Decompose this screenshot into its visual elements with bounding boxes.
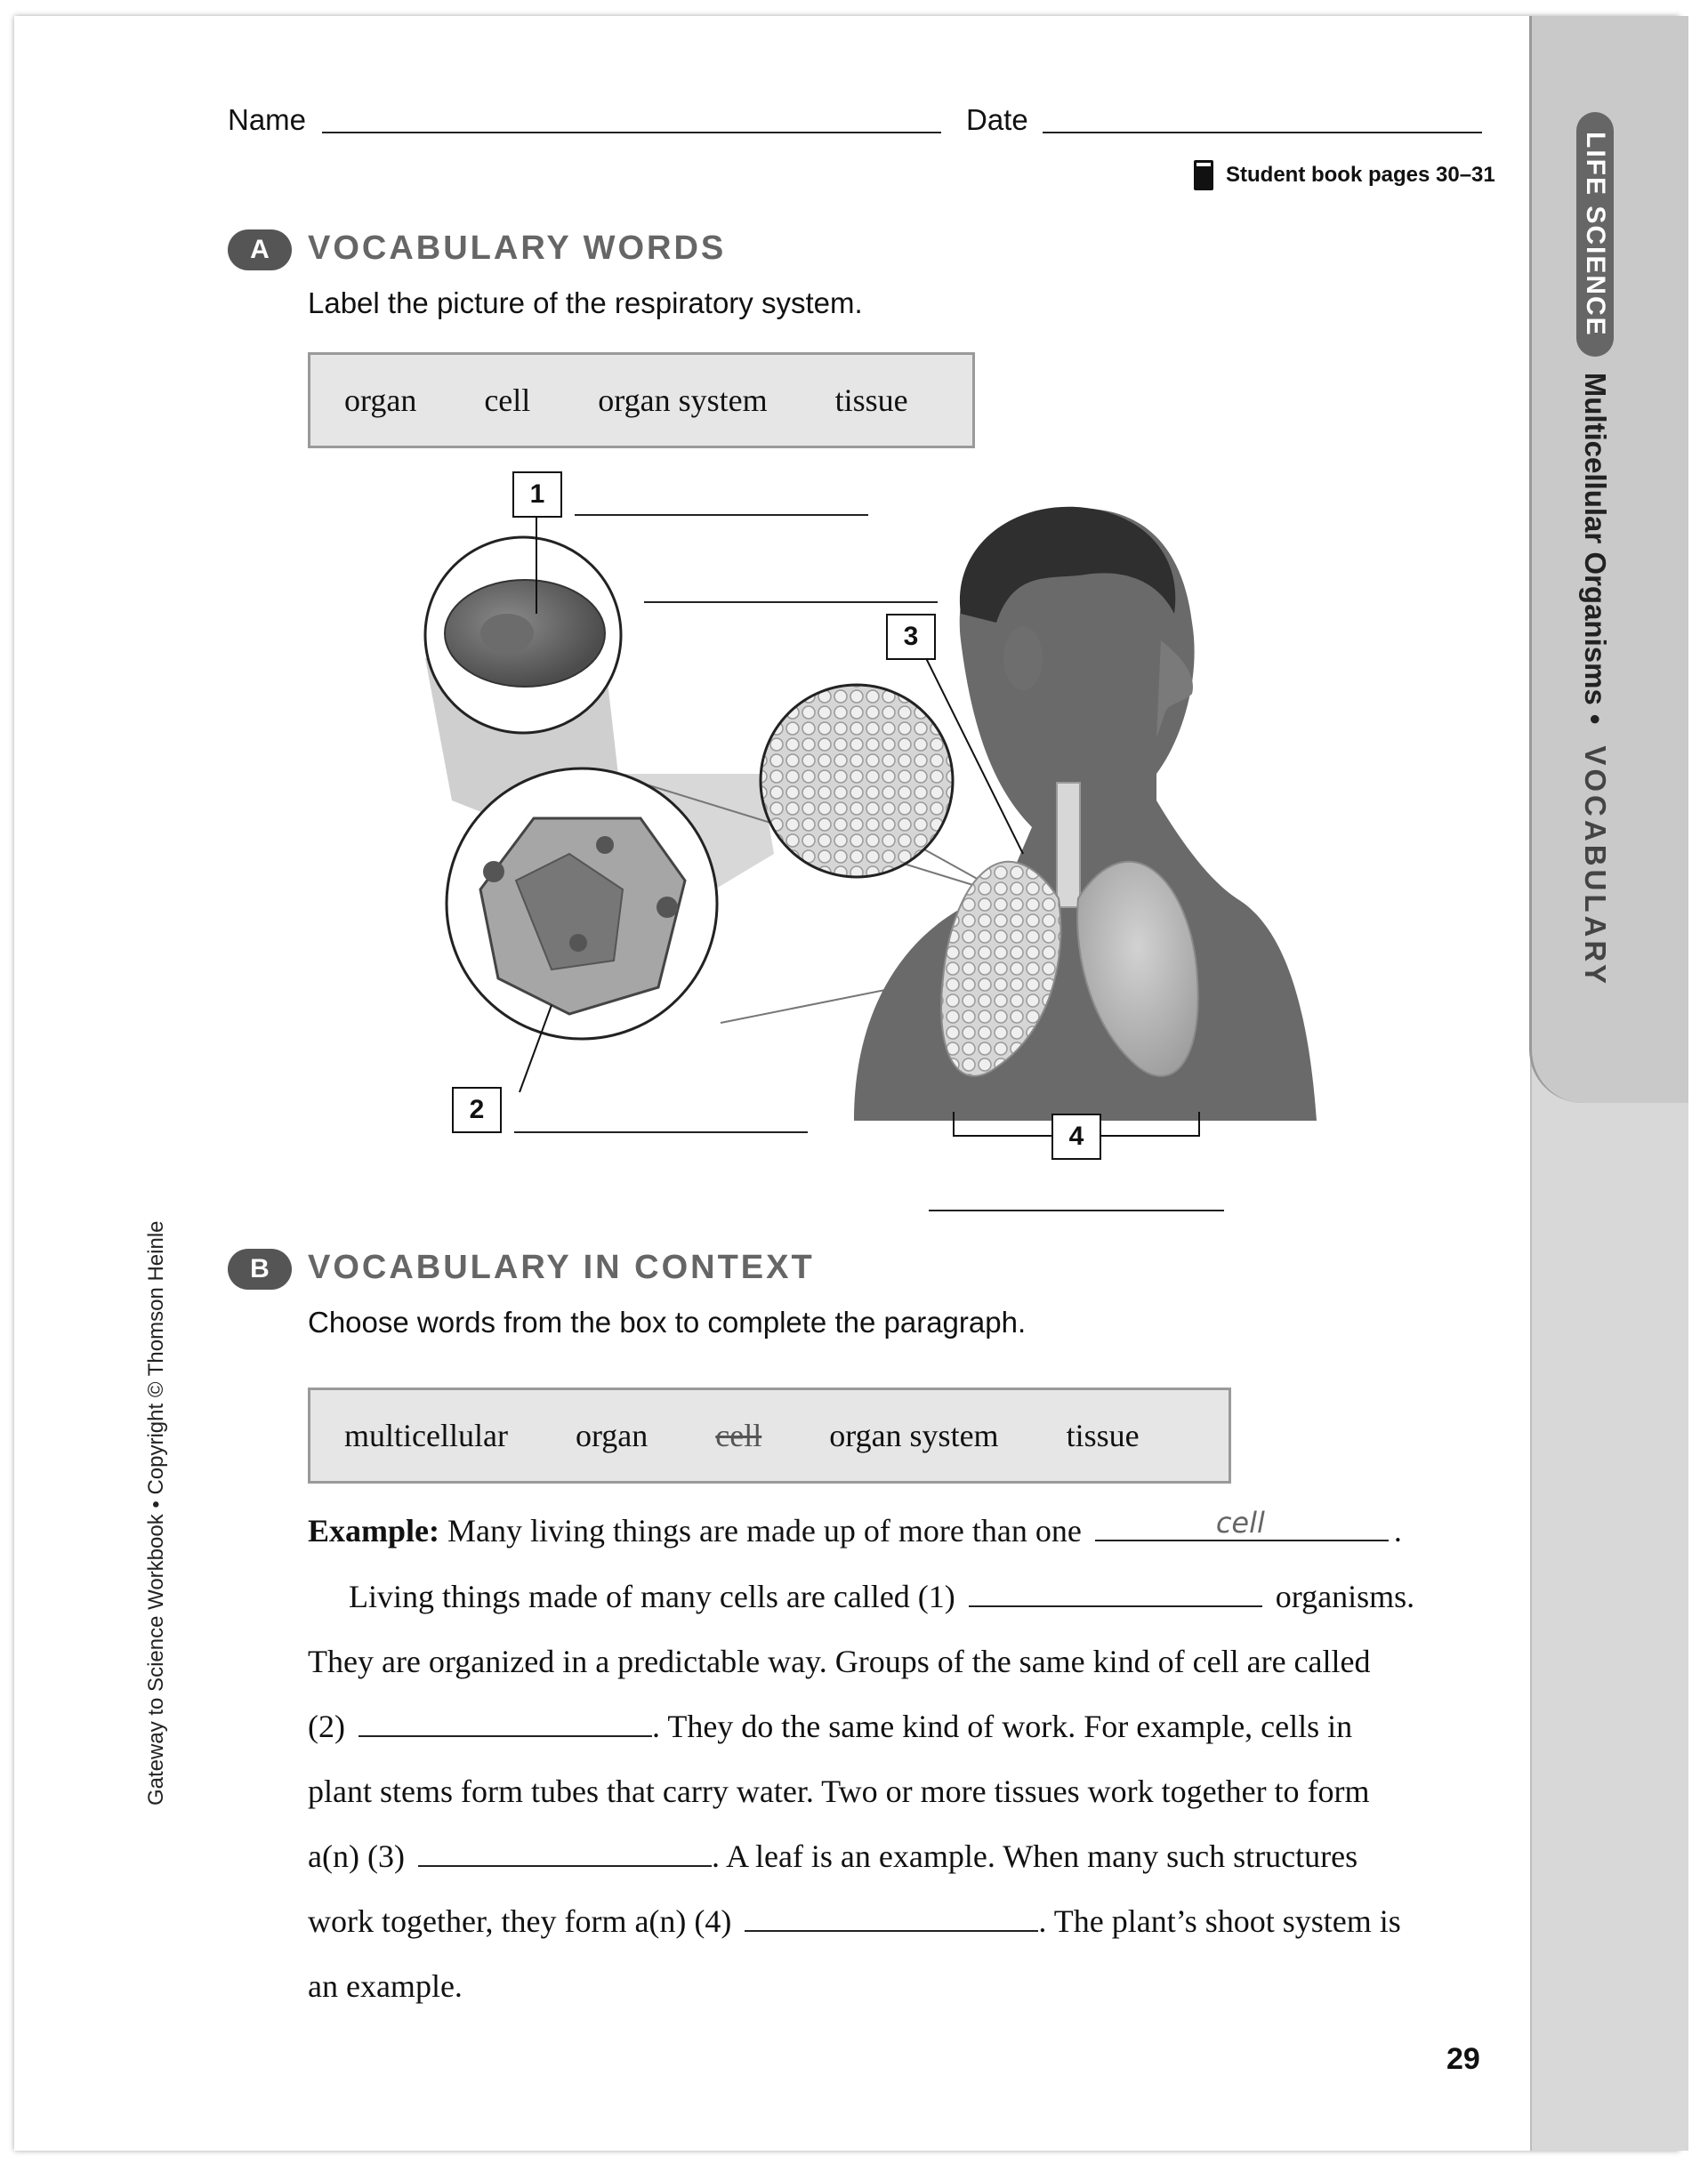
label-4-answer[interactable] — [929, 1210, 1224, 1211]
bullet: • — [1579, 713, 1612, 725]
paragraph-text: . They do the same kind of work. For example, cells in — [651, 1709, 1353, 1744]
example-text: Many living things are made up of more than one — [447, 1513, 1082, 1549]
blank-2[interactable] — [359, 1734, 652, 1737]
label-1-answer-extra — [644, 601, 938, 603]
word-box-item: organ — [575, 1418, 649, 1453]
date-label: Date — [966, 103, 1028, 136]
section-b-instruction: Choose words from the box to complete the paragraph. — [308, 1306, 1027, 1339]
section-b-title: VOCABULARY IN CONTEXT — [308, 1249, 815, 1286]
example-end: . — [1393, 1513, 1402, 1549]
paragraph — [308, 1506, 1482, 2010]
section-a-instruction: Label the picture of the respiratory system. — [308, 286, 863, 319]
subject-pill: LIFE SCIENCE — [1576, 112, 1614, 357]
book-reference-text: Student book pages 30–31 — [1226, 163, 1495, 187]
blank-4[interactable] — [745, 1929, 1038, 1932]
paragraph-text: organisms. — [1275, 1579, 1415, 1614]
word-box-item: tissue — [1066, 1418, 1140, 1453]
blank-1[interactable] — [969, 1605, 1262, 1607]
organ-zoom-circle — [761, 685, 953, 877]
label-2-answer[interactable] — [514, 1131, 808, 1133]
section-b-badge: B — [228, 1249, 292, 1290]
name-label: Name — [228, 103, 307, 136]
paragraph-text: . A leaf is an example. When many such structures — [711, 1838, 1358, 1874]
paragraph-text: an example. — [308, 1968, 463, 2004]
label-1-answer[interactable] — [575, 514, 868, 516]
paragraph-text: (2) — [308, 1709, 345, 1744]
paragraph-text: a(n) (3) — [308, 1838, 405, 1874]
boy-ear — [1003, 626, 1043, 690]
word-box-item: organ system — [598, 382, 768, 418]
word-box-item-crossed: cell — [715, 1418, 762, 1453]
example-blank — [1095, 1506, 1389, 1541]
paragraph-text: They are organized in a predictable way. Groups of the same kind of cell are called — [308, 1644, 1371, 1679]
example-label: Example: — [308, 1513, 439, 1549]
label-4-box: 4 — [1051, 1114, 1101, 1160]
label-1-box: 1 — [512, 471, 562, 518]
example-answer: cell — [1215, 1506, 1265, 1540]
section-label: VOCABULARY — [1579, 745, 1612, 987]
section-a-badge: A — [228, 229, 292, 270]
section-b-word-box — [308, 1388, 1231, 1484]
word-box-item: cell — [484, 382, 531, 418]
word-box-item: multicellular — [344, 1418, 508, 1453]
cell-nucleus — [480, 614, 534, 653]
word-box-item: tissue — [834, 382, 908, 418]
paragraph-text: plant stems form tubes that carry water. Two or more tissues work together to form — [308, 1774, 1370, 1809]
label-3-box: 3 — [886, 614, 936, 660]
topic-label: Multicellular Organisms — [1579, 372, 1612, 705]
copyright-notice: Gateway to Science Workbook • Copyright © Thomson Heinle — [144, 1220, 168, 1806]
trachea — [1057, 783, 1080, 907]
paragraph-text: work together, they form a(n) (4) — [308, 1903, 732, 1939]
paragraph-text: . The plant’s shoot system is — [1038, 1903, 1401, 1939]
blank-3[interactable] — [418, 1864, 712, 1867]
word-box-item: organ — [344, 382, 417, 418]
label-2-box: 2 — [452, 1087, 502, 1133]
paragraph-text: Living things made of many cells are called (1) — [349, 1579, 955, 1614]
section-a-title: VOCABULARY WORDS — [308, 229, 727, 267]
word-box-item: organ system — [829, 1418, 999, 1453]
page-number: 29 — [1446, 2042, 1480, 2076]
